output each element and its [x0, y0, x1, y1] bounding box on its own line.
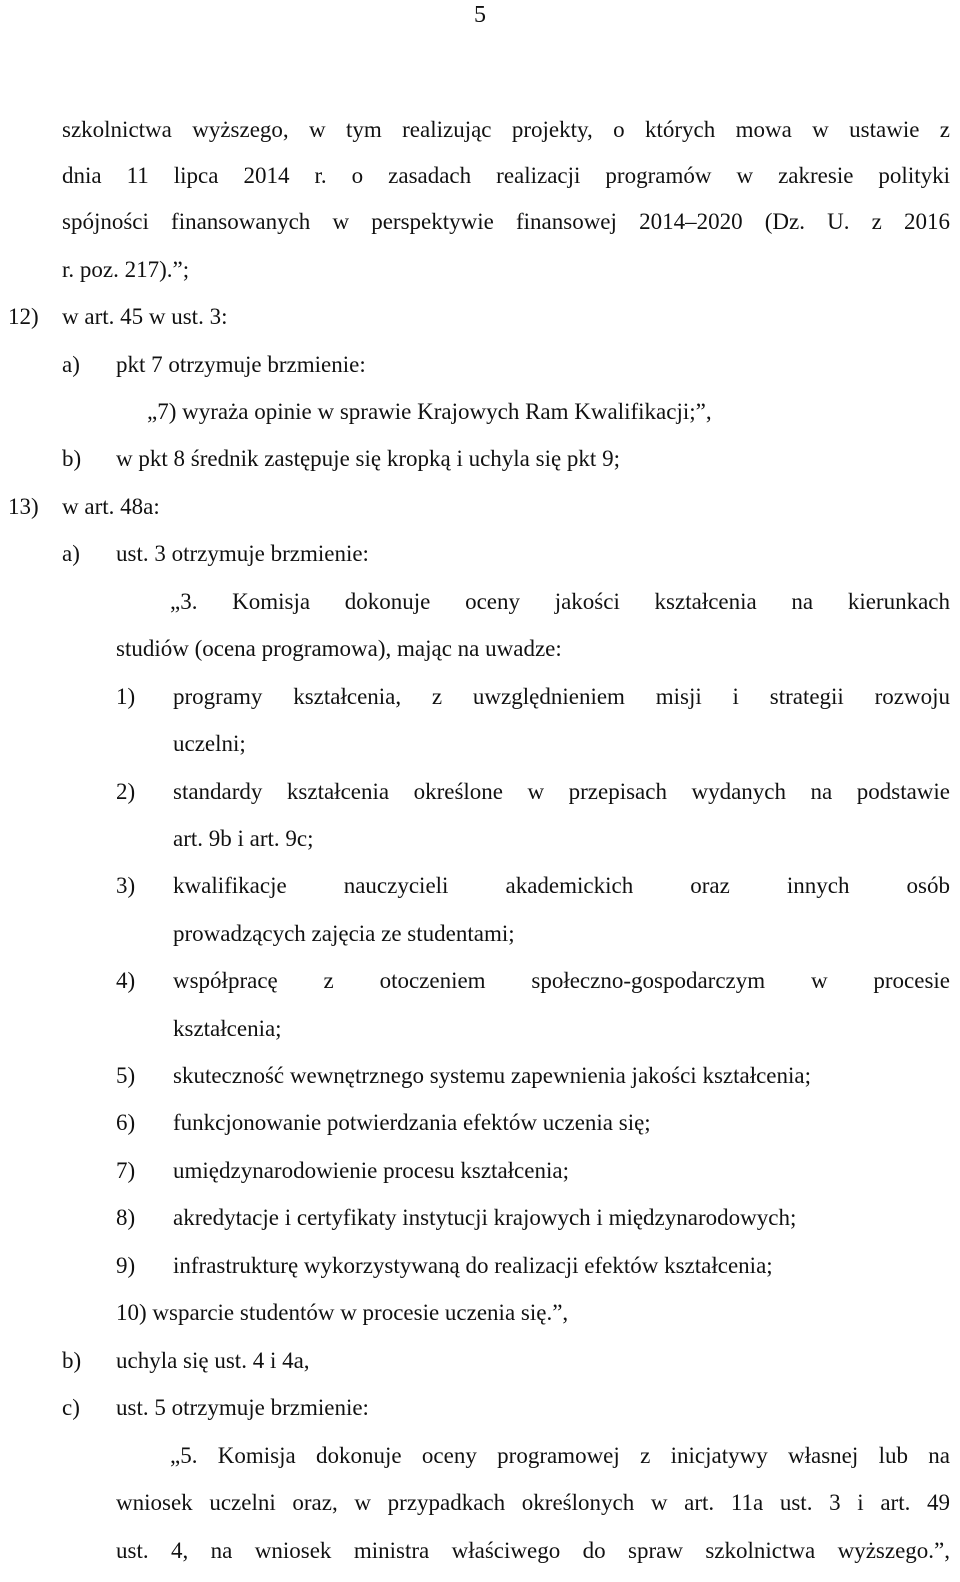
- point-marker: 13): [8, 494, 39, 519]
- text-line: w pkt 8 średnik zastępuje się kropką i uchyla się pkt 9;: [116, 446, 620, 471]
- text-line: umiędzynarodowienie procesu kształcenia;: [173, 1158, 569, 1183]
- item-marker: 2): [116, 779, 136, 804]
- text-line: programy kształcenia, z uwzględnieniem misji i strategii rozwoju: [173, 684, 950, 709]
- text-line: prowadzących zajęcia ze studentami;: [173, 921, 515, 946]
- letter-marker: a): [62, 541, 80, 566]
- point-marker: 12): [8, 304, 39, 329]
- text-line: standardy kształcenia określone w przepisach wydanych na podstawie: [173, 779, 950, 804]
- quoted-line: „3. Komisja dokonuje oceny jakości kształcenia na kierunkach: [170, 589, 950, 614]
- letter-marker: c): [62, 1395, 80, 1420]
- item-marker: 3): [116, 873, 136, 898]
- text-line: ust. 4, na wniosek ministra właściwego do spraw szkolnictwa wyższego.”,: [116, 1538, 950, 1563]
- text-line: skuteczność wewnętrznego systemu zapewnienia jakości kształcenia;: [173, 1063, 812, 1088]
- text-line: infrastrukturę wykorzystywaną do realizacji efektów kształcenia;: [173, 1253, 773, 1278]
- text-line: wniosek uczelni oraz, w przypadkach określonych w art. 11a ust. 3 i art. 49: [116, 1490, 950, 1515]
- text-line: dnia 11 lipca 2014 r. o zasadach realizacji programów w zakresie polityki: [62, 163, 950, 188]
- quoted-line: „7) wyraża opinie w sprawie Krajowych Ram Kwalifikacji;”,: [147, 399, 712, 424]
- text-line: w art. 48a:: [62, 494, 160, 519]
- text-line: r. poz. 217).”;: [62, 257, 190, 282]
- item-marker: 6): [116, 1110, 136, 1135]
- letter-marker: b): [62, 1348, 82, 1373]
- text-line: pkt 7 otrzymuje brzmienie:: [116, 352, 366, 377]
- item-marker: 7): [116, 1158, 136, 1183]
- text-line: uchyla się ust. 4 i 4a,: [116, 1348, 310, 1373]
- text-line: uczelni;: [173, 731, 246, 756]
- item-marker: 9): [116, 1253, 136, 1278]
- letter-marker: a): [62, 352, 80, 377]
- text-line: szkolnictwa wyższego, w tym realizując projekty, o których mowa w ustawie z: [62, 117, 950, 142]
- text-line: w art. 45 w ust. 3:: [62, 304, 228, 329]
- text-line: kwalifikacje nauczycieli akademickich oraz innych osób: [173, 873, 950, 898]
- text-line: współpracę z otoczeniem społeczno-gospodarczym w procesie: [173, 968, 950, 993]
- text-line: funkcjonowanie potwierdzania efektów uczenia się;: [173, 1110, 651, 1135]
- item-marker: 5): [116, 1063, 136, 1088]
- text-line: akredytacje i certyfikaty instytucji krajowych i międzynarodowych;: [173, 1205, 797, 1230]
- text-line: kształcenia;: [173, 1016, 282, 1041]
- text-line: 10) wsparcie studentów w procesie uczenia się.”,: [116, 1300, 569, 1325]
- letter-marker: b): [62, 446, 82, 471]
- item-marker: 8): [116, 1205, 136, 1230]
- text-line: studiów (ocena programowa), mając na uwadze:: [116, 636, 562, 661]
- text-line: spójności finansowanych w perspektywie finansowej 2014–2020 (Dz. U. z 2016: [62, 209, 950, 234]
- text-line: ust. 3 otrzymuje brzmienie:: [116, 541, 369, 566]
- item-marker: 1): [116, 684, 136, 709]
- page-number: 5: [474, 2, 486, 28]
- text-line: ust. 5 otrzymuje brzmienie:: [116, 1395, 369, 1420]
- quoted-line: „5. Komisja dokonuje oceny programowej z inicjatywy własnej lub na: [170, 1443, 950, 1468]
- text-line: art. 9b i art. 9c;: [173, 826, 314, 851]
- item-marker: 4): [116, 968, 136, 993]
